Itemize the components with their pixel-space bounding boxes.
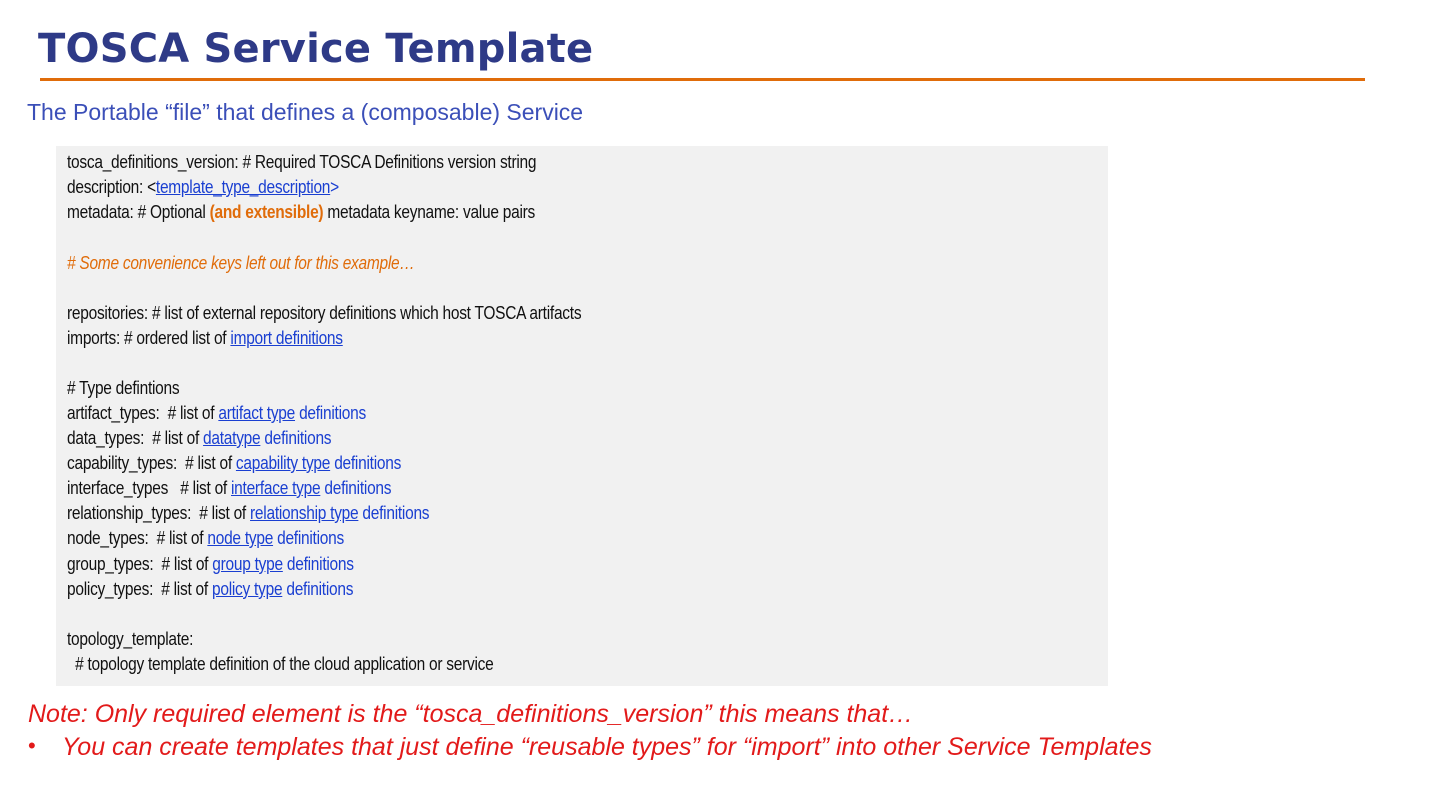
code-text: definitions: [273, 528, 344, 548]
code-line-topology-comment: # topology template definition of the cloud application or service: [67, 654, 494, 674]
code-text: capability_types: # list of: [67, 453, 236, 473]
code-text: imports: # ordered list of: [67, 328, 231, 348]
interface-type-link[interactable]: interface type: [231, 478, 321, 498]
code-line-type: [67, 403, 366, 424]
code-text: relationship_types: # list of: [67, 503, 251, 523]
datatype-link[interactable]: datatype: [203, 428, 261, 448]
code-text: definitions: [260, 428, 332, 448]
code-text: definitions: [282, 554, 354, 574]
slide-subtitle: The Portable “file” that defines a (composable) Service: [27, 99, 584, 125]
template-type-description-link[interactable]: template_type_description: [155, 177, 331, 197]
code-text: definitions: [320, 478, 392, 498]
note-text: Note: Only required element is the “tosca_definitions_version” this means that…: [28, 700, 914, 728]
code-text: definitions: [282, 579, 354, 599]
code-line-type: [67, 428, 331, 449]
code-line-imports: [67, 328, 343, 349]
code-block: [56, 146, 1108, 686]
code-text: metadata keyname: value pairs: [323, 202, 536, 222]
code-line-comment: # Some convenience keys left out for this example…: [67, 253, 415, 273]
code-text: data_types: # list of: [67, 428, 204, 448]
code-text: >: [330, 177, 339, 197]
relationship-type-link[interactable]: relationship type: [250, 503, 359, 523]
group-type-link[interactable]: group type: [212, 554, 283, 574]
title-divider: [40, 78, 1365, 81]
slide-title: TOSCA Service Template: [38, 26, 594, 72]
policy-type-link[interactable]: policy type: [211, 579, 283, 599]
artifact-type-link[interactable]: artifact type: [218, 403, 296, 423]
code-line-type-definitions: # Type defintions: [67, 378, 180, 398]
code-line-type: [67, 554, 354, 575]
code-text: metadata: # Optional: [67, 202, 210, 222]
code-line-metadata: [67, 202, 535, 223]
code-text: group_types: # list of: [67, 554, 213, 574]
code-line-type: [67, 503, 429, 524]
code-line-type: [67, 453, 401, 474]
node-type-link[interactable]: node type: [207, 528, 274, 548]
code-text: description: <: [67, 177, 156, 197]
code-line-topology: topology_template:: [67, 629, 194, 649]
import-definitions-link[interactable]: import definitions: [230, 328, 343, 348]
code-line-description: [67, 177, 339, 198]
code-line-repositories: repositories: # list of external repository definitions which host TOSCA artifacts: [67, 303, 582, 323]
code-text: definitions: [295, 403, 366, 423]
code-text: definitions: [330, 453, 402, 473]
code-text: artifact_types: # list of: [67, 403, 219, 423]
code-text: policy_types: # list of: [67, 579, 212, 599]
code-text: definitions: [358, 503, 430, 523]
code-text: node_types: # list of: [67, 528, 208, 548]
code-line-type: [67, 579, 353, 600]
capability-type-link[interactable]: capability type: [235, 453, 331, 473]
bullet-text: You can create templates that just define “reusable types” for “import” into other Service Templates: [62, 733, 1152, 761]
bullet-icon: •: [28, 733, 36, 758]
code-line-type: [67, 478, 391, 499]
code-line-type: [67, 528, 344, 549]
code-line-version: tosca_definitions_version: # Required TOSCA Definitions version string: [67, 152, 537, 172]
extensible-highlight: (and extensible): [209, 202, 324, 222]
code-text: interface_types # list of: [67, 478, 232, 498]
